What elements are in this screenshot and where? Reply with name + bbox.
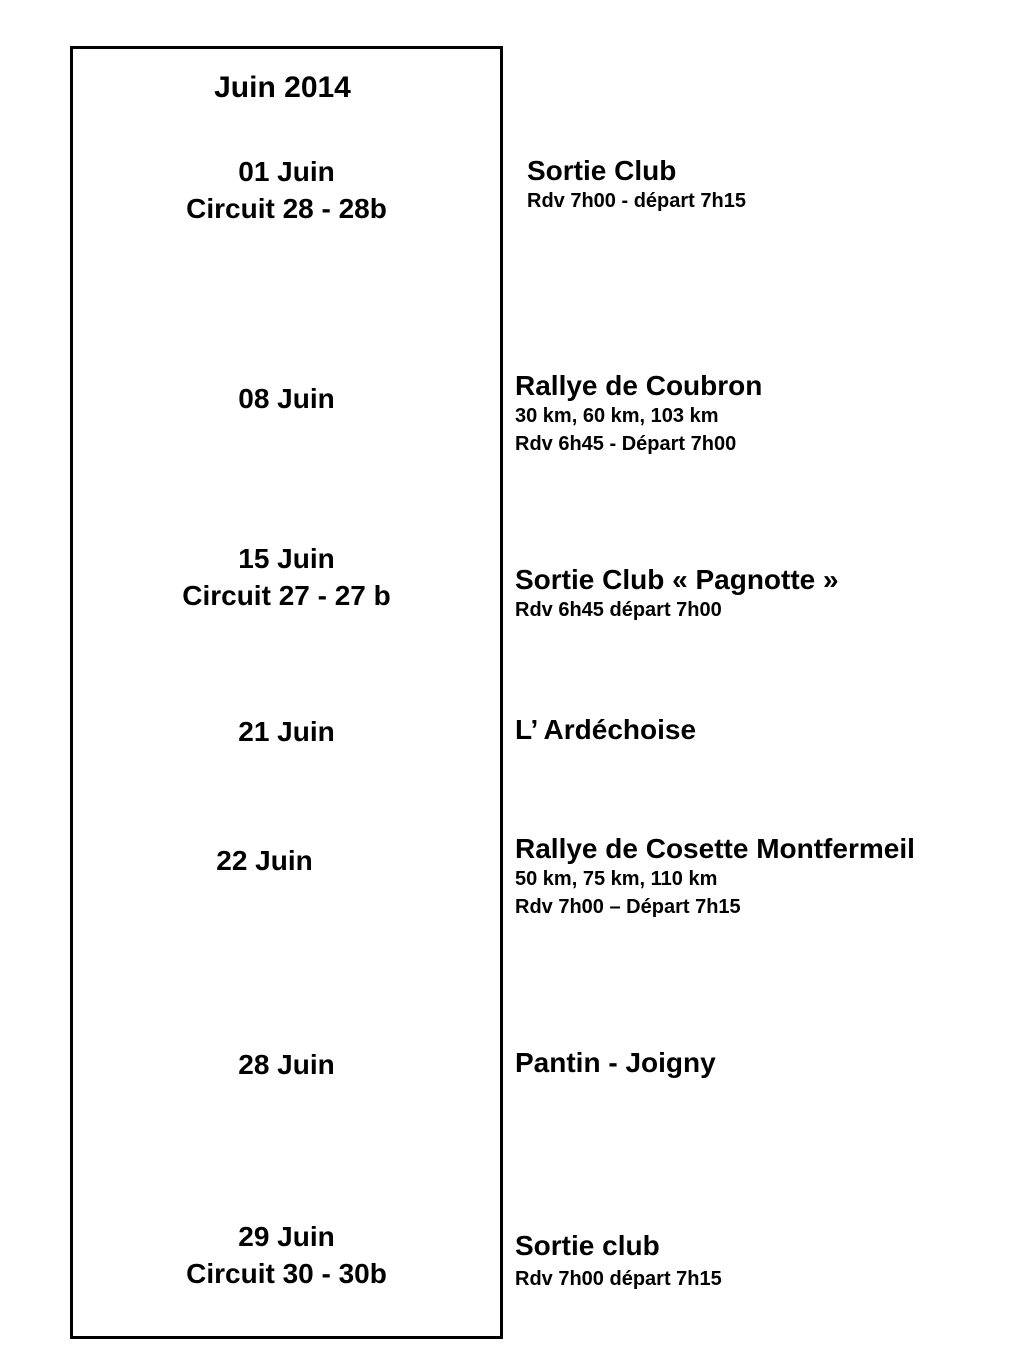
circuit-label: Circuit 27 - 27 b	[182, 580, 391, 611]
event-detail: Rdv 6h45 - Départ 7h00	[515, 433, 737, 455]
date-label: 29 Juin	[238, 1221, 335, 1252]
date-block-08	[73, 380, 500, 417]
event-detail: Rdv 6h45 départ 7h00	[515, 599, 722, 621]
date-block-28	[73, 1046, 500, 1083]
date-block-01	[73, 153, 500, 227]
event-ardechoise	[515, 714, 696, 746]
circuit-label: Circuit 28 - 28b	[186, 193, 387, 224]
event-title: Sortie club	[515, 1230, 660, 1261]
event-rallye-coubron	[515, 370, 762, 458]
event-detail: 50 km, 75 km, 110 km	[515, 868, 718, 890]
event-detail: 30 km, 60 km, 103 km	[515, 405, 719, 427]
event-title: Sortie Club « Pagnotte »	[515, 564, 839, 595]
date-label: 08 Juin	[238, 383, 335, 414]
event-sortie-club-pagnotte	[515, 564, 839, 624]
month-title: Juin 2014	[214, 71, 351, 104]
date-block-29	[73, 1218, 500, 1292]
event-detail: Rdv 7h00 - départ 7h15	[527, 190, 746, 212]
event-title: Rallye de Coubron	[515, 370, 763, 401]
event-title: Pantin - Joigny	[515, 1047, 716, 1078]
event-title: Rallye de Cosette Montfermeil	[515, 833, 915, 864]
event-title: L’ Ardéchoise	[515, 714, 697, 745]
event-rallye-cosette	[515, 833, 915, 921]
date-label: 21 Juin	[238, 716, 335, 747]
date-label: 15 Juin	[238, 543, 335, 574]
date-block-15	[73, 540, 500, 614]
date-column	[70, 46, 503, 1339]
date-block-22	[51, 842, 478, 879]
date-label: 01 Juin	[238, 156, 335, 187]
event-title: Sortie Club	[527, 155, 677, 186]
date-label: 22 Juin	[216, 845, 313, 876]
date-block-21	[73, 713, 500, 750]
event-detail: Rdv 7h00 – Départ 7h15	[515, 896, 741, 918]
event-pantin-joigny	[515, 1047, 716, 1079]
date-label: 28 Juin	[238, 1049, 335, 1080]
event-detail: Rdv 7h00 départ 7h15	[515, 1268, 722, 1290]
circuit-label: Circuit 30 - 30b	[186, 1258, 387, 1289]
event-sortie-club-29	[515, 1230, 722, 1293]
event-sortie-club-01	[527, 155, 746, 215]
